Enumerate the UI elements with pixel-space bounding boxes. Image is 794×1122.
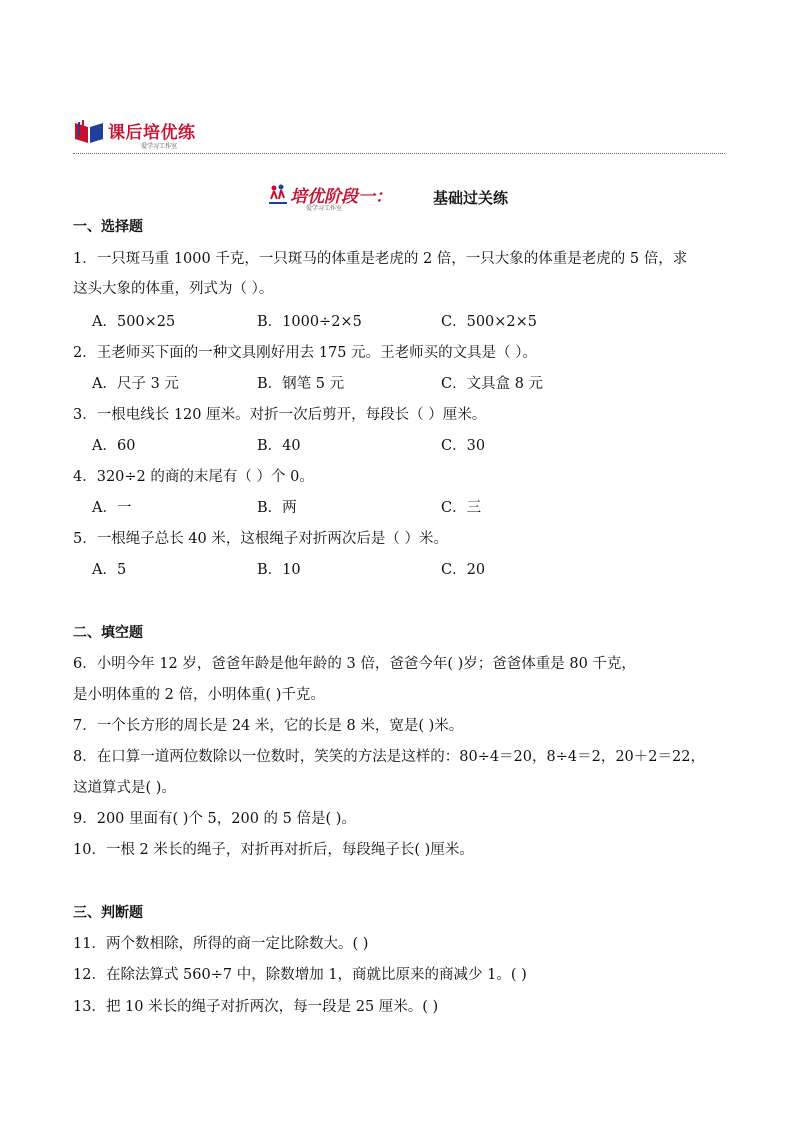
question-11: 11．两个数相除，所得的商一定比除数大。( ) xyxy=(73,936,369,952)
logo-title: 课后培优练 xyxy=(108,123,196,143)
question-5: 5．一根绳子总长 40 米，这根绳子对折两次后是（ ）米。 xyxy=(73,531,449,547)
stage-title xyxy=(268,182,568,212)
header-divider xyxy=(73,153,725,154)
question-12: 12．在除法算式 560÷7 中，除数增加 1，商就比原来的商减少 1。( ) xyxy=(73,967,527,983)
q2-option-b[interactable]: B．钢笔 5 元 xyxy=(257,376,345,392)
section-title-choice: 一、选择题 xyxy=(73,219,143,235)
stage-title-red: 培优阶段一： xyxy=(290,187,392,207)
q5-option-a[interactable]: A．5 xyxy=(92,562,127,578)
question-1-line-2: 这头大象的体重，列式为（ ）。 xyxy=(73,281,274,297)
q2-option-a[interactable]: A．尺子 3 元 xyxy=(92,376,179,392)
q1-option-c[interactable]: C．500×2×5 xyxy=(441,314,538,330)
question-8-line-1: 8．在口算一道两位数除以一位数时，笑笑的方法是这样的：80÷4＝20，8÷4＝2，20＋2＝22， xyxy=(73,749,705,765)
q3-option-a[interactable]: A．60 xyxy=(92,438,136,454)
question-1-line-1: 1．一只斑马重 1000 千克，一只斑马的体重是老虎的 2 倍，一只大象的体重是老虎的 5 倍，求 xyxy=(73,251,688,267)
stage-title-black: 基础过关练 xyxy=(433,189,509,207)
q1-option-a[interactable]: A．500×25 xyxy=(92,314,176,330)
stage-figure-icon xyxy=(268,184,288,206)
q5-option-c[interactable]: C．20 xyxy=(441,562,486,578)
q4-option-c[interactable]: C．三 xyxy=(441,500,482,516)
book-logo-icon xyxy=(73,119,107,145)
q4-option-a[interactable]: A．一 xyxy=(92,500,132,516)
q5-option-b[interactable]: B．10 xyxy=(257,562,301,578)
question-7: 7．一个长方形的周长是 24 米，它的长是 8 米，宽是( )米。 xyxy=(73,718,464,734)
page-header xyxy=(73,117,725,157)
q3-option-c[interactable]: C．30 xyxy=(441,438,486,454)
q4-option-b[interactable]: B．两 xyxy=(257,500,297,516)
question-10: 10．一根 2 米长的绳子，对折再对折后，每段绳子长( )厘米。 xyxy=(73,842,474,858)
question-9: 9．200 里面有( )个 5，200 的 5 倍是( )。 xyxy=(73,811,356,827)
stage-subtitle: 爱学习工作室 xyxy=(306,205,343,212)
question-8-line-2: 这道算式是( )。 xyxy=(73,780,176,796)
q1-option-b[interactable]: B．1000÷2×5 xyxy=(257,314,362,330)
q3-option-b[interactable]: B．40 xyxy=(257,438,301,454)
question-13: 13．把 10 米长的绳子对折两次，每一段是 25 厘米。( ) xyxy=(73,999,439,1015)
question-6-line-1: 6．小明今年 12 岁，爸爸年龄是他年龄的 3 倍，爸爸今年( )岁；爸爸体重是 80 千克， xyxy=(73,656,636,672)
question-4: 4．320÷2 的商的末尾有（ ）个 0。 xyxy=(73,469,314,485)
logo-subtitle: 爱学习工作室 xyxy=(141,143,178,150)
section-title-fill: 二、填空题 xyxy=(73,625,143,641)
question-3: 3．一根电线长 120 厘米。对折一次后剪开，每段长（ ）厘米。 xyxy=(73,407,487,423)
q2-option-c[interactable]: C．文具盒 8 元 xyxy=(441,376,544,392)
section-title-judge: 三、判断题 xyxy=(73,905,143,921)
question-2: 2．王老师买下面的一种文具刚好用去 175 元。王老师买的文具是（ ）。 xyxy=(73,345,537,361)
question-6-line-2: 是小明体重的 2 倍，小明体重( )千克。 xyxy=(73,687,325,703)
